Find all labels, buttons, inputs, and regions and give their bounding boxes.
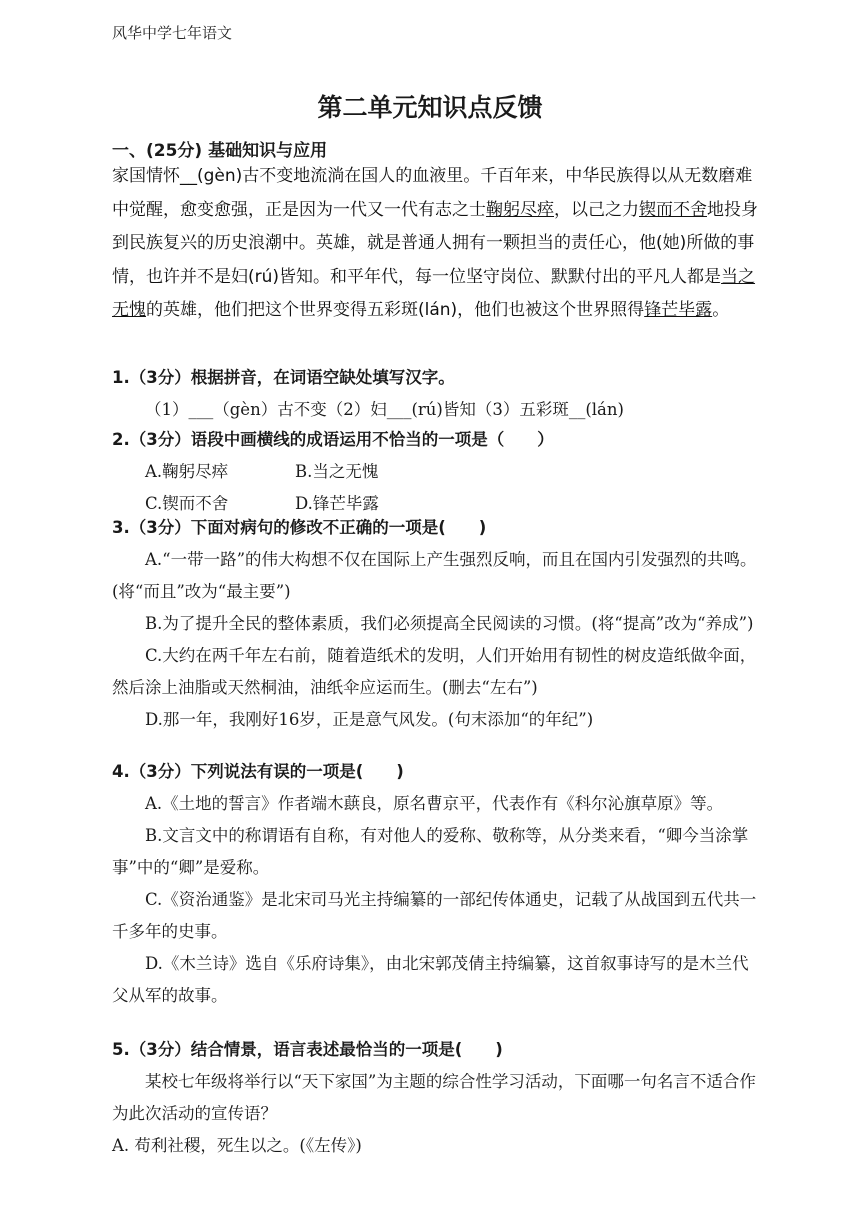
underlined-idiom-3: 当之无愧 — [112, 266, 756, 320]
section-heading: 一、(25分) 基础知识与应用 — [112, 141, 328, 161]
question-5-option-a: A. 苟利社稷，死生以之。(《左传》) — [112, 1136, 362, 1155]
question-3-option-a: A.“一带一路”的伟大构想不仅在国际上产生强烈反响，而且在国内引发强烈的共鸣。(将“而且”改为“最主要”) — [112, 550, 757, 601]
underlined-idiom-2: 锲而不舍 — [639, 199, 707, 220]
passage-text-4: 的英雄，他们把这个世界变得五彩斑(lán)，他们也被这个世界照得 — [146, 300, 645, 320]
question-2-option-b: B.当之无愧 — [295, 462, 379, 481]
underlined-idiom-4: 锋芒毕露 — [644, 300, 713, 320]
question-3 — [112, 512, 758, 736]
passage-text-5: 。 — [712, 300, 730, 320]
question-4-option-c: C.《资治通鉴》是北宋司马光主持编纂的一部纪传体通史，记载了从战国到五代共一千多年的史事。 — [112, 890, 757, 941]
question-5-intro: 某校七年级将举行以“天下家国”为主题的综合性学习活动，下面哪一句名言不适合作为此次活动的宣传语？ — [112, 1072, 756, 1123]
question-4-head: 4.（3分）下列说法有误的一项是( ) — [112, 762, 404, 781]
question-5-head: 5.（3分）结合情景，语言表述最恰当的一项是( ) — [112, 1040, 503, 1059]
passage-text-3: 地投身到民族复兴的历史浪潮中。英雄，就是普通人拥有一颗担当的责任心，他(她)所做的事情，也许并不是妇(rú)皆知。和平年代，每一位坚守岗位、默默付出的平凡人都是 — [112, 199, 758, 287]
reading-passage — [112, 160, 762, 328]
question-2-head: 2.（3分）语段中画横线的成语运用不恰当的一项是（ ） — [112, 430, 554, 449]
question-5 — [112, 1034, 758, 1162]
question-3-option-c: C.大约在两千年左右前，随着造纸术的发明，人们开始用有韧性的树皮造纸做伞面，然后涂上油脂或天然桐油，油纸伞应运而生。(删去“左右”) — [112, 646, 757, 697]
question-4-option-b: B.文言文中的称谓语有自称，有对他人的爱称、敬称等，从分类来看，“卿今当涂掌事”中的“卿”是爱称。 — [112, 826, 749, 877]
question-4-option-d: D.《木兰诗》选自《乐府诗集》，由北宋郭茂倩主持编纂，这首叙事诗写的是木兰代父从军的故事。 — [112, 954, 749, 1005]
question-2 — [112, 424, 758, 520]
header-course-label: 风华中学七年语文 — [112, 24, 233, 42]
question-1 — [112, 362, 758, 426]
page-title: 第二单元知识点反馈 — [317, 93, 543, 122]
question-2-option-d: D.锋芒毕露 — [295, 494, 379, 513]
question-2-option-a: A.鞠躬尽瘁 — [145, 462, 229, 481]
question-3-option-b: B.为了提升全民的整体素质，我们必须提高全民阅读的习惯。(将“提高”改为“养成”) — [145, 614, 754, 633]
passage-text-1: 家国情怀__(gèn)古不变地流淌在国人的血液里。千百年来，中华民族得以从无数磨难中觉醒，愈变愈强，正是因为一代又一代有志之士 — [112, 166, 753, 220]
question-2-option-c: C.锲而不舍 — [145, 494, 229, 513]
question-4 — [112, 756, 758, 1012]
passage-text-2: ，以己之力 — [554, 199, 639, 220]
question-1-head: 1.（3分）根据拼音，在词语空缺处填写汉字。 — [112, 368, 455, 387]
underlined-idiom-1: 鞠躬尽瘁 — [486, 199, 554, 220]
question-3-option-d: D.那一年，我刚好16岁，正是意气风发。(句末添加“的年纪”) — [145, 710, 594, 729]
question-1-blanks: （1）___（gèn）古不变（2）妇___(rú)皆知（3）五彩斑__(lán) — [145, 400, 624, 419]
question-4-option-a: A.《土地的誓言》作者端木蕻良，原名曹京平，代表作有《科尔沁旗草原》等。 — [145, 794, 724, 813]
question-3-head: 3.（3分）下面对病句的修改不正确的一项是( ) — [112, 518, 487, 537]
